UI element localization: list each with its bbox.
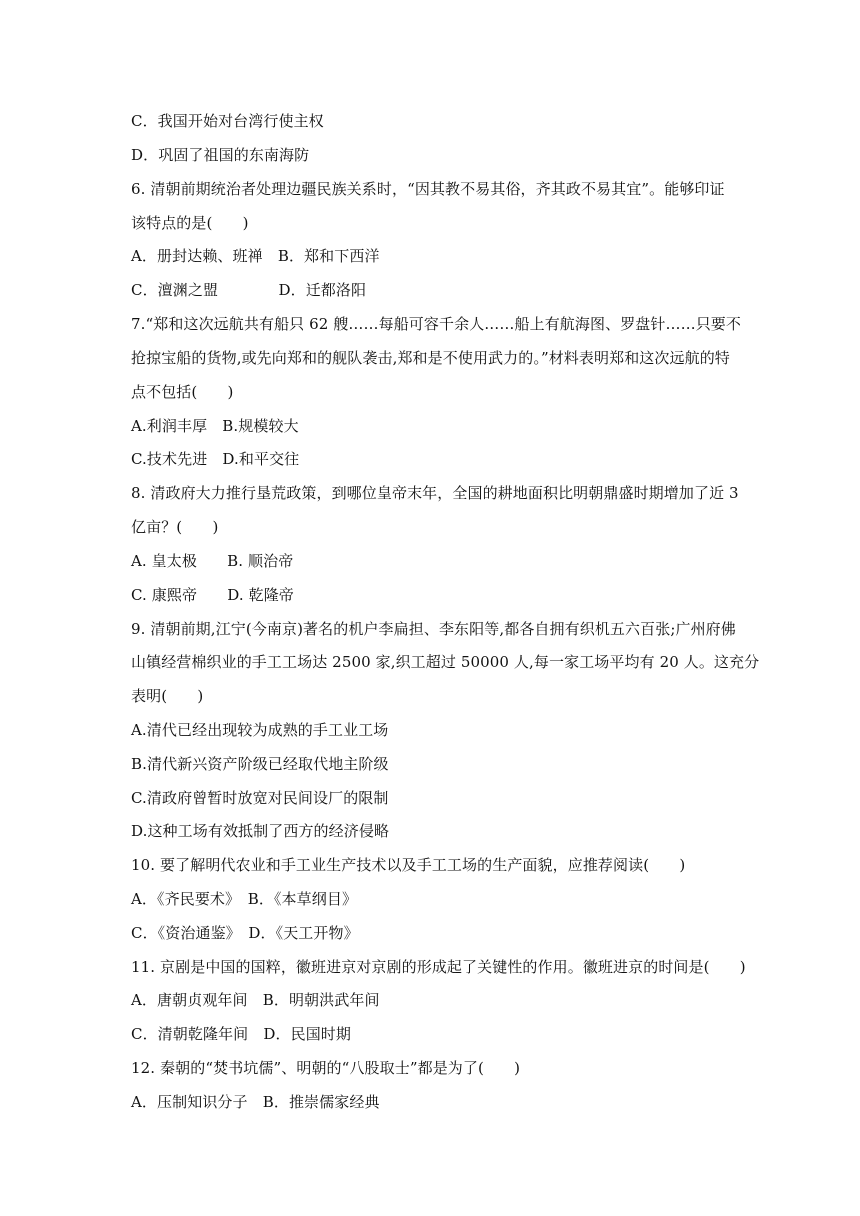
q8-stem-line-2: 亿亩？( ) (131, 518, 219, 536)
q11-options-ab: A．唐朝贞观年间 B．明朝洪武年间 (131, 991, 380, 1009)
q9-stem-line-2: 山镇经营棉织业的手工工场达 2500 家,织工超过 50000 人,每一家工场平均有 20 人。这充分 (131, 653, 760, 671)
q5-option-d: D．巩固了祖国的东南海防 (131, 146, 310, 164)
q9-option-a: A.清代已经出现较为成熟的手工业工场 (131, 721, 389, 739)
q10-options-cd: C．《资治通鉴》 D．《天工开物》 (131, 924, 359, 942)
q7-stem-line-3: 点不包括( ) (131, 383, 234, 401)
q7-stem-line-2: 抢掠宝船的货物,或先向郑和的舰队袭击,郑和是不使用武力的。”材料表明郑和这次远航的特 (131, 349, 730, 367)
q6-options-ab: A．册封达赖、班禅 B．郑和下西洋 (131, 247, 380, 265)
q11-options-cd: C．清朝乾隆年间 D．民国时期 (131, 1025, 352, 1043)
q9-option-b: B.清代新兴资产阶级已经取代地主阶级 (131, 755, 389, 773)
q10-options-ab: A．《齐民要术》 B．《本草纲目》 (131, 890, 358, 908)
q6-options-cd: C．澶渊之盟 D．迁都洛阳 (131, 281, 367, 299)
q5-option-c: C．我国开始对台湾行使主权 (131, 112, 324, 130)
q9-stem-line-1: 9. 清朝前期,江宁(今南京)著名的机户李扁担、李东阳等,都各自拥有织机五六百张;广州府佛 (131, 620, 736, 638)
q9-option-d: D.这种工场有效抵制了西方的经济侵略 (131, 822, 390, 840)
q12-options-ab: A．压制知识分子 B．推崇儒家经典 (131, 1093, 380, 1111)
q9-option-c: C.清政府曾暂时放宽对民间设厂的限制 (131, 789, 389, 807)
q12-stem: 12. 秦朝的“焚书坑儒”、明朝的“八股取士”都是为了( ) (131, 1059, 521, 1077)
q7-options-cd: C.技术先进 D.和平交往 (131, 450, 300, 468)
q8-options-ab: A. 皇太极 B. 顺治帝 (131, 552, 294, 570)
q11-stem: 11. 京剧是中国的国粹，徽班进京对京剧的形成起了关键性的作用。徽班进京的时间是( ) (131, 958, 746, 976)
q6-stem-line-2: 该特点的是( ) (131, 214, 249, 232)
q10-stem: 10. 要了解明代农业和手工业生产技术以及手工工场的生产面貌，应推荐阅读( ) (131, 856, 686, 874)
q8-stem-line-1: 8. 清政府大力推行垦荒政策，到哪位皇帝末年，全国的耕地面积比明朝鼎盛时期增加了近 3 (131, 484, 739, 502)
q7-stem-line-1: 7.“郑和这次远航共有船只 62 艘……每船可容千余人……船上有航海图、罗盘针……只要不 (131, 315, 742, 333)
q8-options-cd: C. 康熙帝 D. 乾隆帝 (131, 586, 294, 604)
q9-stem-line-3: 表明( ) (131, 687, 204, 705)
q6-stem-line-1: 6. 清朝前期统治者处理边疆民族关系时，“因其教不易其俗，齐其政不易其宜”。能够印证 (131, 180, 725, 198)
q7-options-ab: A.利润丰厚 B.规模较大 (131, 417, 299, 435)
